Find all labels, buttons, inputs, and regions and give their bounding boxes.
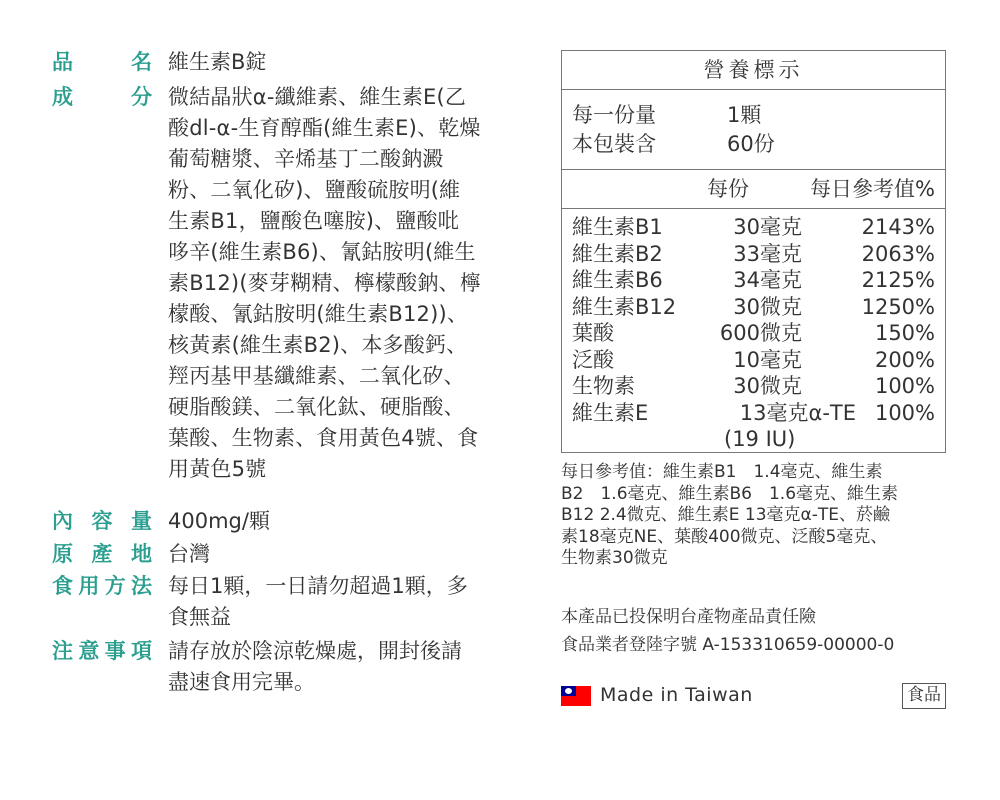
footnote-line: 每日參考值：維生素B1 1.4毫克、維生素 xyxy=(561,462,883,482)
usage-line: 食無益 xyxy=(168,605,231,629)
daily-value-footnote xyxy=(561,462,956,570)
product-name: 維生素B錠 xyxy=(168,50,267,74)
vitamin-e-iu: (19 IU) xyxy=(724,427,796,451)
caution-line: 請存放於陰涼乾燥處，開封後請 xyxy=(168,639,462,663)
footnote-line: 素18毫克NE、葉酸400微克、泛酸5毫克、 xyxy=(561,526,888,547)
table-row: 維生素B12 30微克 1250% xyxy=(572,294,935,319)
food-badge: 食品 xyxy=(902,683,946,709)
caution-line: 盡速食用完畢。 xyxy=(168,670,315,694)
footnote-line: 生物素30微克 xyxy=(561,548,668,568)
ingredients-line: 用黃色5號 xyxy=(168,457,267,481)
table-row xyxy=(562,426,945,453)
ingredients-line: 生素B1，鹽酸色噻胺)、鹽酸吡 xyxy=(168,209,459,233)
name-label: 品 名 xyxy=(52,50,152,74)
per-serving-label: 每一份量 xyxy=(572,103,656,127)
table-row: 泛酸 10毫克 200% xyxy=(572,347,935,372)
ingredients-line: 硬脂酸鎂、二氧化鈦、硬脂酸、 xyxy=(168,395,465,419)
servings-label: 本包裝含 xyxy=(572,132,656,156)
origin-value: 台灣 xyxy=(168,542,210,566)
usage-text xyxy=(168,571,530,633)
content-value: 400mg/顆 xyxy=(168,509,270,533)
footnote-line: B2 1.6毫克、維生素B6 1.6毫克、維生素 xyxy=(561,483,899,504)
registration-number: 食品業者登陸字號 A-153310659-00000-0 xyxy=(561,635,895,655)
table-row: 維生素B6 34毫克 2125% xyxy=(572,268,935,292)
ingredients-line: 羥丙基甲基纖維素、二氧化矽、 xyxy=(168,364,465,388)
made-in-text: Made in Taiwan xyxy=(600,684,753,706)
ingredients-line: 哆辛(維生素B6)、氰鈷胺明(維生 xyxy=(168,240,476,264)
taiwan-flag-icon xyxy=(561,686,591,706)
nutrition-facts-table xyxy=(561,50,946,453)
col-daily-value: 每日參考值% xyxy=(810,177,935,201)
ingredients-line: 核黃素(維生素B2)、本多酸鈣、 xyxy=(168,333,468,357)
ingredients-label: 成 分 xyxy=(52,85,152,109)
nutrition-title: 營養標示 xyxy=(562,51,945,90)
content-label: 內 容 量 xyxy=(52,509,152,533)
table-row: 維生素E 13毫克α-TE 100% xyxy=(572,400,935,425)
caution-text xyxy=(168,636,530,698)
table-row: 生物素 30微克 100% xyxy=(572,374,935,398)
per-serving-value: 1顆 xyxy=(727,103,762,127)
insurance-statement: 本產品已投保明台產物產品責任險 xyxy=(561,607,816,627)
ingredients-text xyxy=(168,82,530,485)
ingredients-line: 粉、二氧化矽)、鹽酸硫胺明(維 xyxy=(168,178,461,202)
caution-label: 注 意 事 項 xyxy=(52,639,152,663)
ingredients-line: 素B12)(麥芽糊精、檸檬酸鈉、檸 xyxy=(168,271,481,295)
ingredients-line: 葉酸、生物素、食用黃色4號、食 xyxy=(168,426,479,450)
usage-line: 每日1顆，一日請勿超過1顆，多 xyxy=(168,574,468,598)
table-row: 維生素B2 33毫克 2063% xyxy=(572,241,935,266)
servings-value: 60份 xyxy=(727,132,775,156)
ingredients-line: 微結晶狀α-纖維素、維生素E(乙 xyxy=(168,85,467,109)
nutrition-column-headers xyxy=(562,170,945,209)
ingredients-line: 葡萄糖漿、辛烯基丁二酸鈉澱 xyxy=(168,147,444,171)
ingredients-line: 酸dl-α-生育醇酯(維生素E)、乾燥 xyxy=(168,116,481,140)
ingredients-line: 檬酸、氰鈷胺明(維生素B12))、 xyxy=(168,302,469,326)
serving-info xyxy=(562,90,945,170)
col-per-serving: 每份 xyxy=(707,177,749,201)
usage-label: 食 用 方 法 xyxy=(52,574,152,598)
table-row: 葉酸 600微克 150% xyxy=(572,321,935,345)
origin-label: 原 產 地 xyxy=(52,542,152,566)
footnote-line: B12 2.4微克、維生素E 13毫克α-TE、菸鹼 xyxy=(561,505,890,525)
table-row: 維生素B1 30毫克 2143% xyxy=(572,215,935,239)
